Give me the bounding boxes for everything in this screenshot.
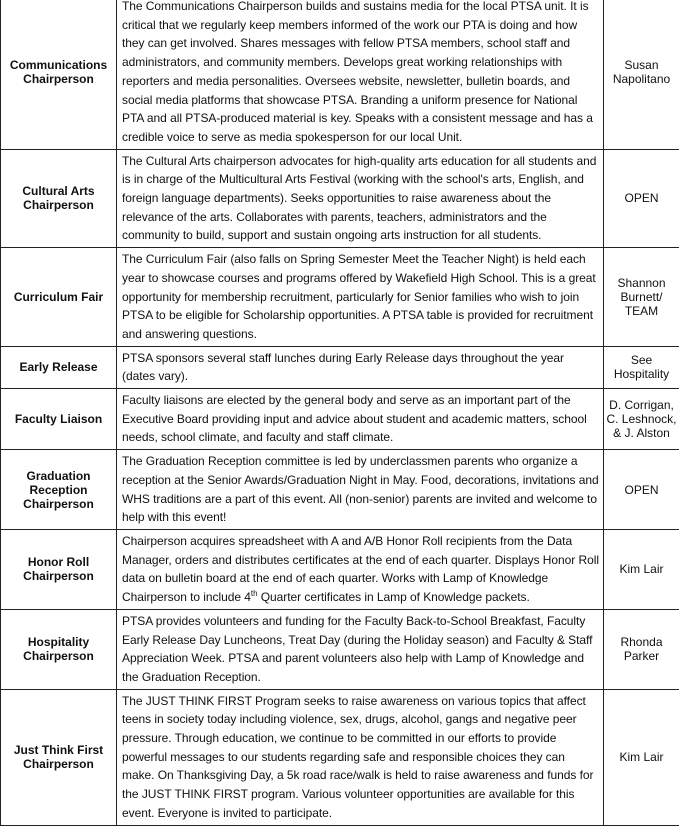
position-description: PTSA provides volunteers and funding for the Faculty Back-to-School Breakfast, Faculty Early Release Day Luncheons, Treat Day (during the Holiday season) and Faculty & Staff Appreciation Week. PTSA and parent volunteers also help with Lamp of Knowledge and the Graduation Reception.: [117, 609, 604, 689]
description-text-after: Quarter certificates in Lamp of Knowledge packets.: [257, 590, 529, 604]
chairperson-name: Shannon Burnett/ TEAM: [604, 248, 679, 347]
chairperson-name: See Hospitality: [604, 346, 679, 388]
position-name: Cultural Arts Chairperson: [1, 149, 117, 248]
chairperson-name: D. Corrigan, C. Leshnock, & J. Alston: [604, 389, 679, 450]
position-name: Curriculum Fair: [1, 248, 117, 347]
position-name: Hospitality Chairperson: [1, 609, 117, 689]
position-description: The Curriculum Fair (also falls on Spring Semester Meet the Teacher Night) is held each year to showcase courses and programs offered by Wakefield High School. This is a great opportunity for membership recruitment, particularly for Senior families who wish to join PTSA to be eligible for Scholarship opportunities. A PTSA table is provided for recruitment and answering questions.: [117, 248, 604, 347]
position-name: Faculty Liaison: [1, 389, 117, 450]
table-row: [1, 346, 679, 388]
chairperson-name: Kim Lair: [604, 689, 679, 825]
position-description: The Graduation Reception committee is led by underclassmen parents who organize a reception at the Senior Awards/Graduation Night in May. Food, decorations, invitations and WHS traditions are a part of this event. All (non-senior) parents are invited and welcome to help with this event!: [117, 450, 604, 530]
position-name: Graduation Reception Chairperson: [1, 450, 117, 530]
table-row: [1, 609, 679, 689]
table-row: [1, 529, 679, 609]
position-name: Communications Chairperson: [1, 0, 117, 149]
chairperson-name: Kim Lair: [604, 529, 679, 609]
chairperson-name: Susan Napolitano: [604, 0, 679, 149]
position-name: Early Release: [1, 346, 117, 388]
table-row: [1, 149, 679, 248]
position-description: The JUST THINK FIRST Program seeks to raise awareness on various topics that affect teens in society today including violence, sex, drugs, alcohol, gangs and negative peer pressure. Through education, we continue to be committed in our efforts to provide powerful messages to our students regarding safe and responsible choices they can make. On Thanksgiving Day, a 5k road race/walk is held to raise awareness and funds for the JUST THINK FIRST program. Various volunteer opportunities are available for this event. Everyone is invited to participate.: [117, 689, 604, 825]
table-row: [1, 689, 679, 825]
position-name: Just Think First Chairperson: [1, 689, 117, 825]
position-description: The Cultural Arts chairperson advocates for high-quality arts education for all students and is in charge of the Multicultural Arts Festival (working with the school's arts, English, and foreign language departments). Seeks opportunities to raise awareness about the relevance of the arts. Collaborates with parents, teachers, administrators and the community to build, support and sustain ongoing arts instruction for all students.: [117, 149, 604, 248]
table-row: [1, 450, 679, 530]
ordinal-suffix: th: [251, 589, 258, 598]
description-text-before: Chairperson acquires spreadsheet with A and A/B Honor Roll recipients from the Data Manager, orders and distributes certificates at the end of each quarter. Displays Honor Roll data on bulletin board at the end of each quarter. Works with Lamp of Knowledge Chairperson to include 4: [122, 534, 599, 604]
position-description: Faculty liaisons are elected by the general body and serve as an important part of the Executive Board providing input and advice about student and academic matters, school needs, school climate, and faculty and staff climate.: [117, 389, 604, 450]
chairperson-name: OPEN: [604, 149, 679, 248]
position-description: The Communications Chairperson builds and sustains media for the local PTSA unit. It is critical that we regularly keep members informed of the work our PTA is doing and how they can get involved. Shares messages with fellow PTSA members, school staff and administrators, and community members. Develops great working relationships with reporters and media personalities. Oversees website, newsletter, bulletin boards, and social media platforms that showcase PTSA. Branding a uniform presence for National PTA and all PTSA-produced material is key. Speaks with a consistent message and has a credible voice to serve as media spokesperson for our local Unit.: [117, 0, 604, 149]
chairperson-name: Rhonda Parker: [604, 609, 679, 689]
position-description: [117, 529, 604, 609]
table-row: [1, 248, 679, 347]
table-row: [1, 0, 679, 149]
chairperson-name: OPEN: [604, 450, 679, 530]
position-description: PTSA sponsors several staff lunches during Early Release days throughout the year (dates vary).: [117, 346, 604, 388]
table-row: [1, 389, 679, 450]
position-name: Honor Roll Chairperson: [1, 529, 117, 609]
